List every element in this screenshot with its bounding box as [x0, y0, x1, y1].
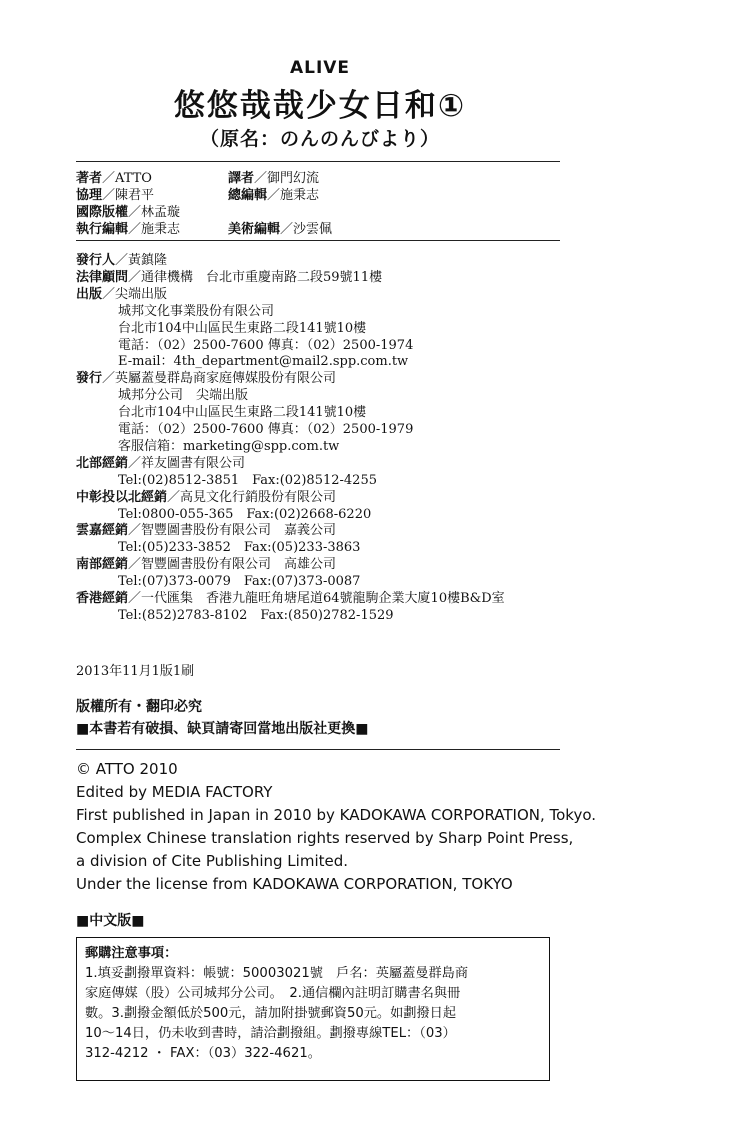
- publishing-line: [118, 604, 394, 623]
- publishing-text: ／智豐圖書股份有限公司 嘉義公司: [128, 523, 337, 539]
- credit-exec-editor: 執行編輯／施秉志: [76, 222, 181, 237]
- credit-chief-editor: 總編輯／施秉志: [228, 188, 320, 203]
- publishing-text: ／尖端出版: [102, 286, 168, 302]
- replacement-notice: ■本書若有破損、缺頁請寄回當地出版社更換■: [76, 721, 369, 737]
- publishing-text: ／高見文化行銷股份有限公司: [167, 489, 337, 505]
- publishing-label: 發行: [76, 371, 103, 387]
- publishing-label: 法律顧問: [76, 269, 129, 285]
- book-title: 悠悠哉哉少女日和①: [173, 88, 467, 124]
- english-line: Under the license from KADOKAWA CORPORATION, TOKYO: [76, 875, 513, 893]
- publishing-text: ／一代匯集 香港九龍旺角塘尾道64號龍駒企業大廈10樓B&D室: [128, 591, 505, 606]
- english-line: © ATTO 2010: [76, 760, 178, 778]
- mail-order-line: 數。3.劃撥金額低於500元，請加附掛號郵資50元。如劃撥日起: [85, 1006, 457, 1021]
- english-line: Edited by MEDIA FACTORY: [76, 783, 273, 801]
- publishing-text: 電話：（02）2500-7600 傳真：（02）2500-1979: [118, 422, 414, 437]
- credit-author: 著者／ATTO: [76, 171, 152, 186]
- publishing-label: 南部經銷: [76, 557, 129, 573]
- mail-order-line: 10～14日，仍未收到書時，請洽劃撥組。劃撥專線TEL：（03）: [85, 1026, 456, 1041]
- publishing-text: ／祥友圖書有限公司: [128, 455, 246, 471]
- publishing-text: 城邦分公司 尖端出版: [118, 388, 249, 404]
- mail-order-line: 312-4212 ・ FAX：（03）322-4621。: [85, 1046, 321, 1061]
- publishing-label: 香港經銷: [76, 591, 129, 606]
- english-line: First published in Japan in 2010 by KADOKAWA CORPORATION, Tokyo.: [76, 806, 597, 824]
- chinese-edition-label: ■中文版■: [76, 913, 145, 929]
- english-line: Complex Chinese translation rights reserved by Sharp Point Press,: [76, 829, 574, 847]
- publishing-label: 雲嘉經銷: [76, 523, 129, 539]
- series-name: ALIVE: [289, 58, 351, 78]
- copyright-notice: 版權所有・翻印必究: [76, 699, 202, 715]
- publishing-text: Tel:(852)2783-8102 Fax:(850)2782-1529: [118, 607, 394, 623]
- publishing-text: Tel:(07)373-0079 Fax:(07)373-0087: [118, 574, 361, 590]
- mail-order-line: 1.填妥劃撥單資料：帳號：50003021號 戶名：英屬蓋曼群島商: [85, 966, 469, 981]
- publishing-text: 台北市104中山區民生東路二段141號10樓: [118, 405, 367, 421]
- publishing-text: 台北市104中山區民生東路二段141號10樓: [118, 320, 367, 336]
- publishing-label: 出版: [76, 286, 103, 302]
- divider: [76, 749, 560, 750]
- edition-date: 2013年11月1版1刷: [76, 664, 195, 679]
- publishing-text: 城邦文化事業股份有限公司: [118, 303, 275, 319]
- publishing-label: 發行人: [76, 253, 116, 268]
- credit-art-editor: 美術編輯／沙雲佩: [228, 222, 333, 237]
- publishing-text: ／通律機構 台北市重慶南路二段59號11樓: [128, 269, 383, 285]
- publishing-label: 北部經銷: [76, 455, 129, 471]
- mail-order-heading: 郵購注意事項：: [85, 946, 178, 961]
- publishing-text: Tel:(05)233-3852 Fax:(05)233-3863: [118, 540, 361, 556]
- publishing-text: ／黃鎮隆: [115, 253, 168, 268]
- publishing-text: 客服信箱：marketing@spp.com.tw: [118, 438, 340, 454]
- english-line: a division of Cite Publishing Limited.: [76, 852, 349, 870]
- original-title: （原名：のんのんびより）: [199, 128, 440, 150]
- publishing-text: Tel:0800-055-365 Fax:(02)2668-6220: [118, 506, 372, 522]
- credit-rights: 國際版權／林孟璇: [76, 205, 181, 220]
- mail-order-box: [76, 937, 550, 1081]
- publishing-text: E-mail：4th_department@mail2.spp.com.tw: [118, 354, 409, 370]
- publishing-text: ／英屬蓋曼群島商家庭傳媒股份有限公司: [102, 371, 337, 387]
- credit-translator: 譯者／御門幻流: [228, 171, 320, 186]
- publishing-text: Tel:(02)8512-3851 Fax:(02)8512-4255: [118, 472, 377, 488]
- credit-assistant: 協理／陳君平: [76, 188, 155, 203]
- divider: [76, 161, 560, 162]
- publishing-text: 電話：（02）2500-7600 傳真：（02）2500-1974: [118, 337, 414, 353]
- mail-order-line: 家庭傳媒（股）公司城邦分公司。 2.通信欄內註明訂購書名與冊: [85, 986, 461, 1001]
- publishing-text: ／智豐圖書股份有限公司 高雄公司: [128, 557, 337, 573]
- publishing-label: 中彰投以北經銷: [76, 489, 168, 505]
- divider: [76, 240, 560, 241]
